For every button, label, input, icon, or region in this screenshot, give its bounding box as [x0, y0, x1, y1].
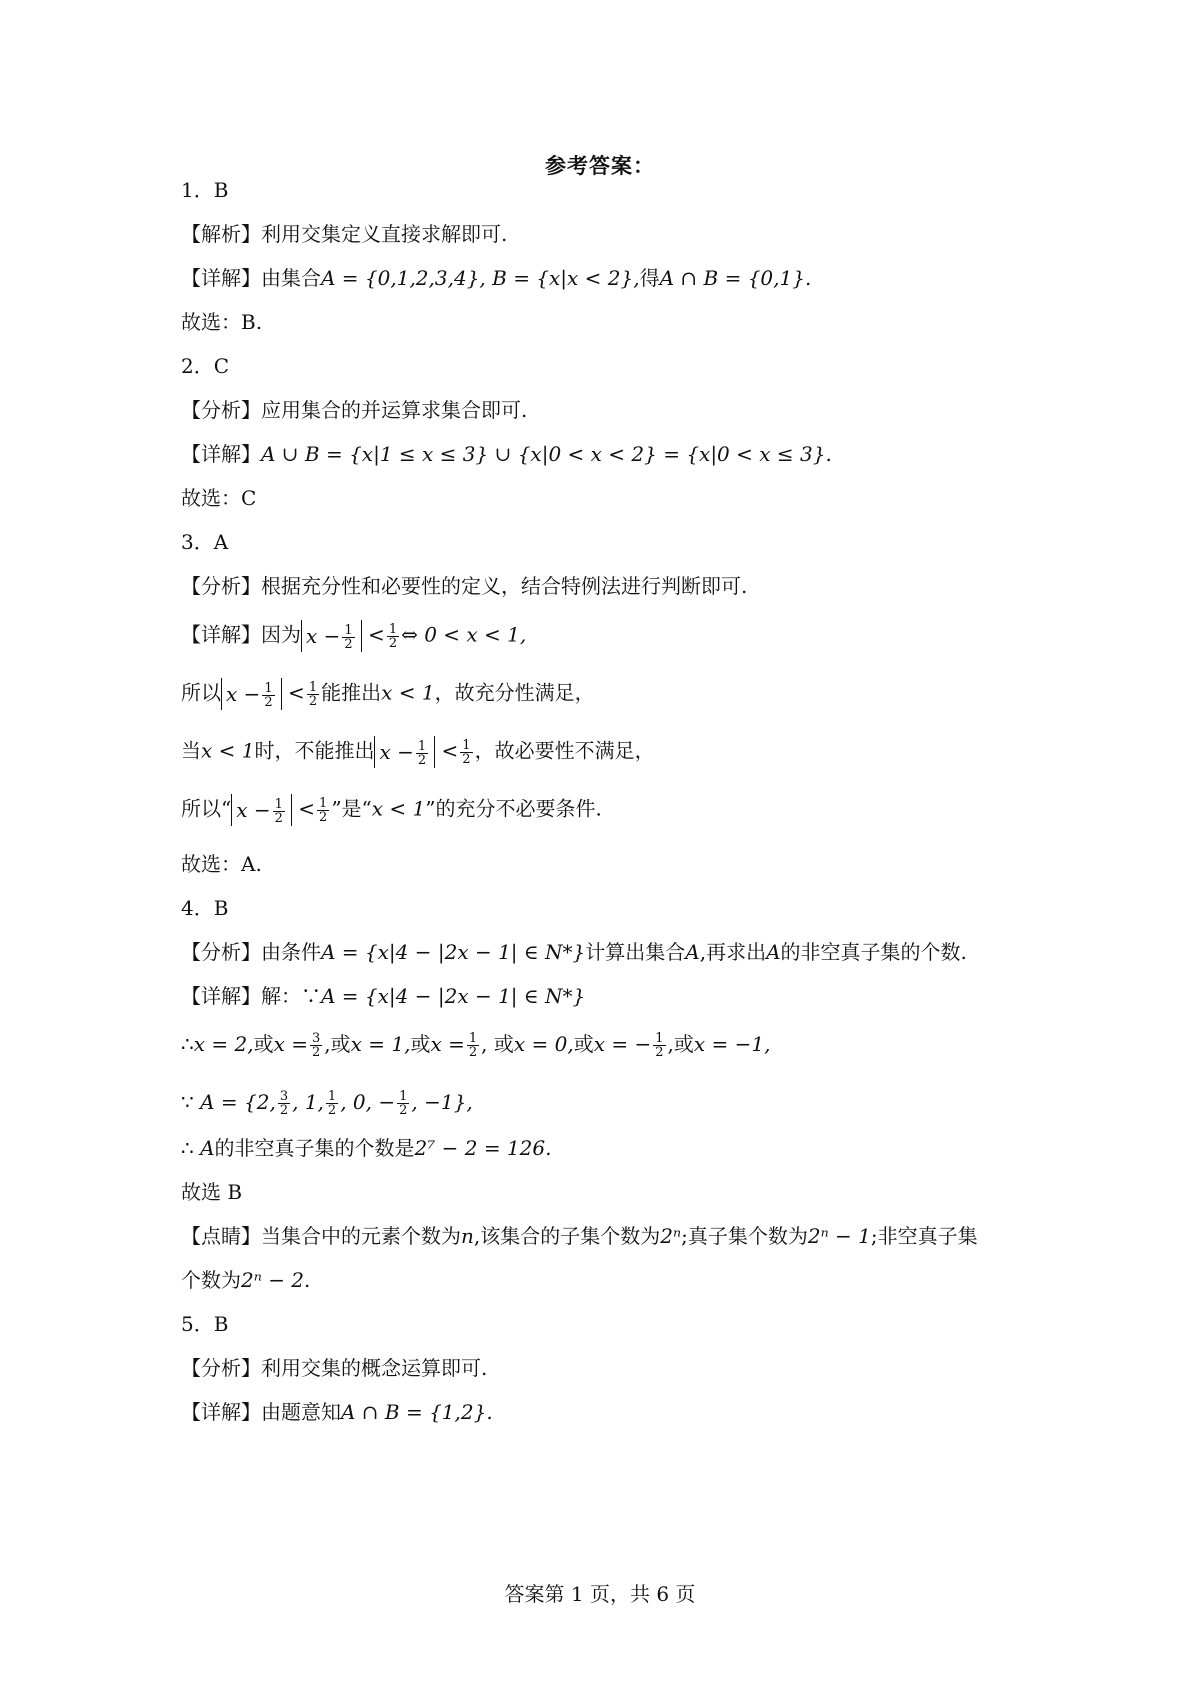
- q4-set-A: ∵ A = {2, $\frac{3}{2}$ , 1, $\frac{1}{2}$ , 0, − $\frac{1}{2}$ , −1},: [181, 1089, 473, 1118]
- q5-fenxi: 【分析】利用交集的概念运算即可.: [181, 1356, 488, 1380]
- q4-dianjing-cont: 个数为2ⁿ − 2.: [181, 1268, 311, 1292]
- q5-detail: 【详解】由题意知A ∩ B = {1,2}.: [181, 1400, 493, 1424]
- q2-fenxi: 【分析】应用集合的并运算求集合即可.: [181, 398, 528, 422]
- q3-detail-line4: 所以“ x − $\frac{1}{2}$ < $\frac{1}{2}$ ”是“x < 1”的充分不必要条件.: [181, 795, 602, 826]
- q3-detail-line1: 【详解】因为 x − $\frac{1}{2}$ < $\frac{1}{2}$ ⇔ 0 < x < 1,: [181, 621, 527, 652]
- page-title: 参考答案：: [545, 153, 655, 178]
- q4-choose: 故选 B: [181, 1180, 243, 1204]
- q3-fenxi: 【分析】根据充分性和必要性的定义，结合特例法进行判断即可.: [181, 574, 748, 598]
- q2-answer: 2．C: [181, 354, 230, 378]
- q4-detail: 【详解】解：∵A = {x|4 − |2x − 1| ∈ N*}: [181, 984, 586, 1008]
- q1-jiexi: 【解析】利用交集定义直接求解即可.: [181, 222, 508, 246]
- q4-solutions: ∴x = 2,或x = $\frac{3}{2}$ ,或x = 1,或x = $\frac{1}{2}$ , 或x = 0,或x = − $\frac{1}{2}$ ,或x = −1,: [181, 1031, 771, 1060]
- page-footer: 答案第 1 页，共 6 页: [504, 1582, 696, 1606]
- q2-choose: 故选：C: [181, 486, 257, 510]
- abs-expr: x − $\frac{1}{2}$: [301, 620, 362, 652]
- q3-choose: 故选：A.: [181, 852, 262, 876]
- q4-dianjing: 【点睛】当集合中的元素个数为n,该集合的子集个数为2ⁿ;真子集个数为2ⁿ − 1;非空真子集: [181, 1224, 978, 1248]
- q3-detail-line2: 所以 x − $\frac{1}{2}$ < $\frac{1}{2}$ 能推出x < 1，故充分性满足，: [181, 679, 595, 710]
- q5-answer: 5．B: [181, 1312, 229, 1336]
- q4-answer: 4．B: [181, 896, 229, 920]
- q2-detail: 【详解】A ∪ B = {x|1 ≤ x ≤ 3} ∪ {x|0 < x < 2} = {x|0 < x ≤ 3}.: [181, 442, 832, 466]
- q1-detail: 【详解】由集合A = {0,1,2,3,4}, B = {x|x < 2},得A ∩ B = {0,1}.: [181, 266, 812, 290]
- q3-answer: 3．A: [181, 530, 229, 554]
- q4-fenxi: 【分析】由条件A = {x|4 − |2x − 1| ∈ N*}计算出集合A,再求出A的非空真子集的个数.: [181, 940, 967, 964]
- q1-answer: 1．B: [181, 178, 229, 202]
- q3-detail-line3: 当x < 1时，不能推出 x − $\frac{1}{2}$ < $\frac{1}{2}$ ，故必要性不满足，: [181, 737, 655, 768]
- q1-choose: 故选：B.: [181, 310, 263, 334]
- q4-count: ∴ A的非空真子集的个数是2⁷ − 2 = 126.: [181, 1136, 552, 1160]
